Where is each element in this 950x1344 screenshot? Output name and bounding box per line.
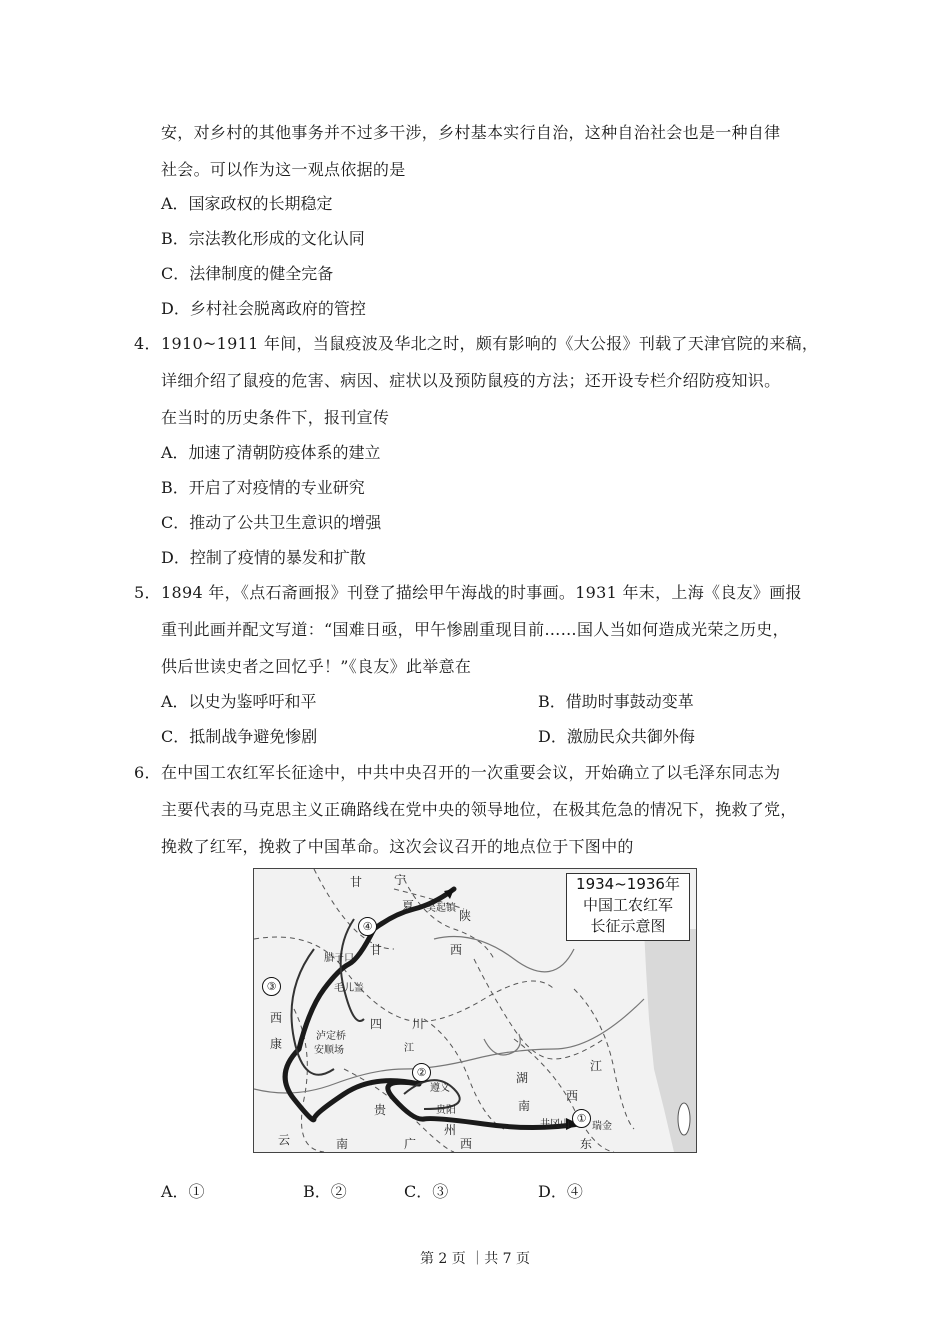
label-xi-guangxi: 西 <box>460 1137 473 1151</box>
q4-option-c: C．推动了公共卫生意识的增强 <box>161 513 382 532</box>
map-marker-1: ① <box>572 1109 591 1128</box>
q4-line-3: 在当时的历史条件下，报刊宣传 <box>161 408 390 427</box>
q4-number: 4． <box>134 334 161 353</box>
label-ning: 宁 <box>394 873 407 887</box>
map-marker-2: ② <box>412 1063 431 1082</box>
label-maoergai: 毛儿盖 <box>334 983 364 994</box>
label-kang: 康 <box>270 1037 283 1051</box>
label-nan-yunnan: 南 <box>336 1137 349 1151</box>
q5-option-a: A．以史为鉴呼吁和平 <box>161 692 317 711</box>
label-hu: 湖 <box>516 1071 529 1085</box>
q4-line-2: 详细介绍了鼠疫的危害、病因、症状以及预防鼠疫的方法；还开设专栏介绍防疫知识。 <box>161 371 781 390</box>
map-marker-3: ③ <box>262 977 281 996</box>
q5-line-2: 重刊此画并配文写道：“国难日亟，甲午惨剧重现目前……国人当如何造成光荣之历史， <box>161 620 789 639</box>
q3-line-2: 社会。可以作为这一观点依据的是 <box>161 160 406 179</box>
label-xi-xikang: 西 <box>270 1011 283 1025</box>
q3-option-b: B．宗法教化形成的文化认同 <box>161 229 365 248</box>
q5-option-c: C．抵制战争避免惨剧 <box>161 727 318 746</box>
q5-option-b: B．借助时事鼓动变革 <box>538 692 694 711</box>
label-zhou: 州 <box>444 1123 457 1137</box>
q3-option-a: A．国家政权的长期稳定 <box>161 194 333 213</box>
q5-line-3: 供后世读史者之回忆乎！”《良友》此举意在 <box>161 657 472 676</box>
label-nan-hunan: 南 <box>518 1099 531 1113</box>
label-gan: 甘 <box>350 875 363 889</box>
label-guang: 广 <box>404 1137 417 1151</box>
map-marker-4: ④ <box>358 917 377 936</box>
label-gan-2: 甘 <box>370 943 383 957</box>
q5-option-d: D．激励民众共御外侮 <box>538 727 695 746</box>
label-gui: 贵 <box>374 1103 387 1117</box>
q6-line-2: 主要代表的马克思主义正确路线在党中央的领导地位，在极其危急的情况下，挽救了党， <box>161 800 797 819</box>
label-jiang-2: 江 <box>590 1059 603 1073</box>
label-jiang-1: 江 <box>404 1043 414 1054</box>
map-title-line-3: 长征示意图 <box>590 917 666 935</box>
label-jinggangshan: 井冈山 <box>540 1119 570 1130</box>
label-ludingqiao: 泸定桥 <box>316 1031 346 1042</box>
label-yun: 云 <box>278 1133 291 1147</box>
label-dong: 东 <box>580 1137 593 1151</box>
label-guiyang: 贵阳 <box>436 1105 456 1116</box>
q4-option-a: A．加速了清朝防疫体系的建立 <box>161 443 381 462</box>
q6-option-a: A．① <box>161 1182 205 1201</box>
q4-option-d: D．控制了疫情的暴发和扩散 <box>161 548 366 567</box>
q6-number: 6． <box>134 763 161 782</box>
label-xi-jiangxi: 西 <box>566 1089 579 1103</box>
label-zunyi: 遵义 <box>430 1083 450 1094</box>
q4-option-b: B．开启了对疫情的专业研究 <box>161 478 365 497</box>
map-title-line-1: 1934~1936年 <box>576 875 680 893</box>
label-wuqizhen: 吴起镇 <box>426 903 456 914</box>
label-xi-shaanxi: 西 <box>450 943 463 957</box>
q3-option-d: D．乡村社会脱离政府的管控 <box>161 299 366 318</box>
q6-line-1: 在中国工农红军长征途中，中共中央召开的一次重要会议，开始确立了以毛泽东同志为 <box>161 763 781 782</box>
page-footer: 第 2 页 ｜共 7 页 <box>419 1251 531 1267</box>
long-march-map <box>253 868 697 1153</box>
label-xia: 夏 <box>402 899 415 913</box>
q6-option-b: B．② <box>303 1182 347 1201</box>
q3-line-1: 安，对乡村的其他事务并不过多干涉，乡村基本实行自治，这种自治社会也是一种自律 <box>161 123 781 142</box>
label-lazikou: 腊子口 <box>324 953 354 964</box>
q5-number: 5． <box>134 583 161 602</box>
label-shaan: 陕 <box>459 909 472 923</box>
q3-option-c: C．法律制度的健全完备 <box>161 264 334 283</box>
q5-line-1: 1894 年，《点石斋画报》刊登了描绘甲午海战的时事画。1931 年末，上海《良友》画报 <box>161 583 802 602</box>
map-title <box>566 873 690 941</box>
label-anshunchang: 安顺场 <box>314 1045 344 1056</box>
label-ruijin: 瑞金 <box>592 1121 612 1132</box>
q6-option-c: C．③ <box>404 1182 449 1201</box>
map-title-line-2: 中国工农红军 <box>582 896 673 914</box>
q6-line-3: 挽救了红军，挽救了中国革命。这次会议召开的地点位于下图中的 <box>161 837 634 856</box>
label-chuan: 川 <box>412 1017 425 1031</box>
q4-line-1: 1910~1911 年间，当鼠疫波及华北之时，颇有影响的《大公报》刊载了天津官院的来稿， <box>161 334 819 353</box>
q6-option-d: D．④ <box>538 1182 583 1201</box>
label-si: 四 <box>370 1017 383 1031</box>
taiwan-island <box>678 1103 690 1135</box>
